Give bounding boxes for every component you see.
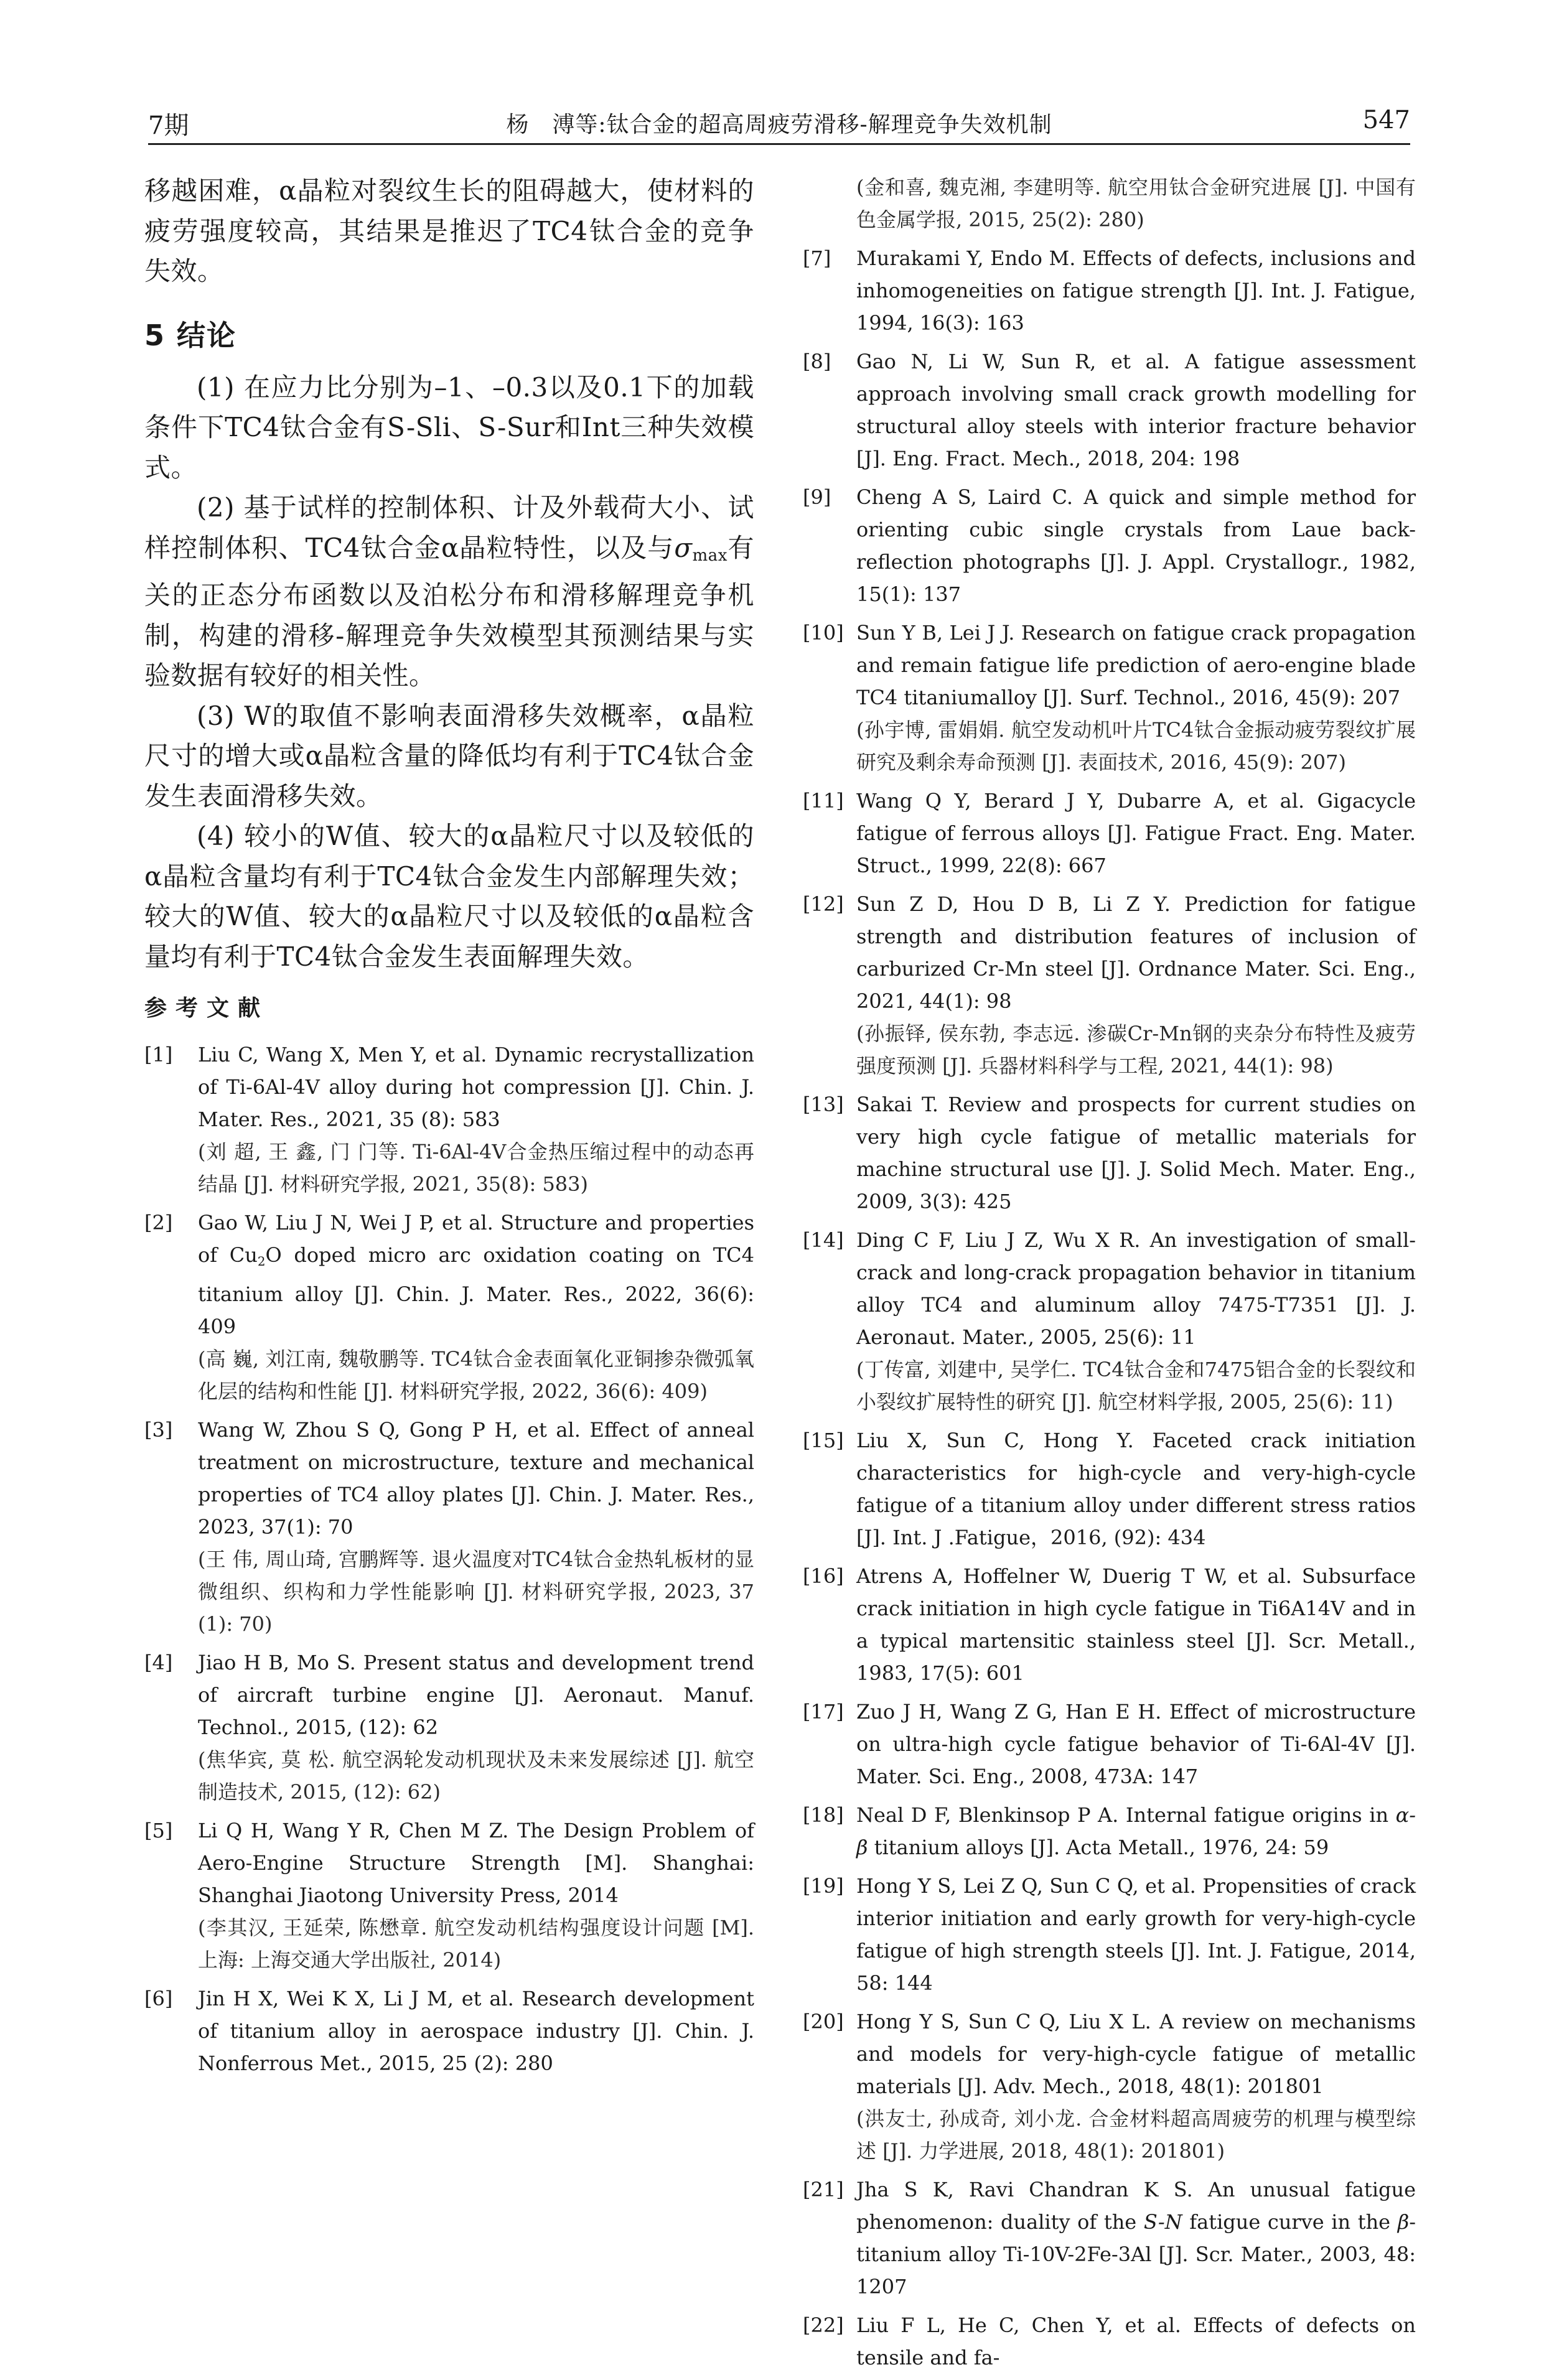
- reference-11: [11] Wang Q Y, Berard J Y, Dubarre A, et al. Gigacycle fatigue of ferrous alloys [J]. Fatigue Fract. Eng. Mater. Struct., 1999, 22(8): 667: [803, 789, 1416, 877]
- reference-list-right: [803, 242, 1416, 2374]
- reference-7: [7] Murakami Y, Endo M. Effects of defects, inclusions and inhomogeneities on fatigue strength [J]. Int. J. Fatigue, 1994, 16(3): 163: [803, 246, 1416, 335]
- conclusion-1: (1) 在应力比分别为–1、–0.3以及0.1下的加载条件下TC4钛合金有S-Sli、S-Sur和Int三种失效模式。: [144, 371, 754, 483]
- references-title: 参考文献: [144, 996, 269, 1021]
- reference-12: [12] Sun Z D, Hou D B, Li Z Y. Prediction for fatigue strength and distribution features of inclusion of carburized Cr-Mn steel [J]. Ordnance Mater. Sci. Eng., 2021, 44(1): 98 (孙振铎, 侯东勃, 李志远. 渗碳Cr-Mn钢的夹杂分布特性及疲劳强度预测 [J]. 兵器材料科学与工程, 2021, 44(1): 98): [803, 892, 1416, 1078]
- right-column: [803, 171, 1416, 2380]
- left-column: [144, 171, 754, 2086]
- reference-22: [22] Liu F L, He C, Chen Y, et al. Effects of defects on tensile and fa-: [803, 2313, 1416, 2369]
- page-number: 547: [1362, 106, 1410, 134]
- running-header: [148, 101, 1410, 144]
- section-title-conclusion: 5 结论: [144, 318, 237, 352]
- reference-19: [19] Hong Y S, Lei Z Q, Sun C Q, et al. Propensities of crack interior initiation and early growth for very-high-cycle fatigue of high strength steels [J]. Int. J. Fatigue, 2014, 58: 144: [803, 1874, 1416, 1995]
- reference-4: [4] Jiao H B, Mo S. Present status and development trend of aircraft turbine engine [J]. Aeronaut. Manuf. Technol., 2015, (12): 62 (焦华宾, 莫 松. 航空涡轮发动机现状及未来发展综述 [J]. 航空制造技术, 2015, (12): 62): [144, 1651, 754, 1804]
- conclusion-3: (3) W的取值不影响表面滑移失效概率，α晶粒尺寸的增大或α晶粒含量的降低均有利于TC4钛合金发生表面滑移失效。: [144, 700, 754, 811]
- reference-18: [18] Neal D F, Blenkinsop P A. Internal fatigue origins in α-β titanium alloys [J]. Acta Metall., 1976, 24: 59: [803, 1803, 1416, 1859]
- reference-20: [20] Hong Y S, Sun C Q, Liu X L. A review on mechanisms and models for very-high-cycle fatigue of metallic materials [J]. Adv. Mech., 2018, 48(1): 201801 (洪友士, 孙成奇, 刘小龙. 合金材料超高周疲劳的机理与模型综述 [J]. 力学进展, 2018, 48(1): 201801): [803, 2010, 1416, 2163]
- reference-15: [15] Liu X, Sun C, Hong Y. Faceted crack initiation characteristics for high-cycle and very-high-cycle fatigue of a titanium alloy under different stress ratios [J]. Int. J .Fatigue，2016, (92): 434: [803, 1429, 1416, 1549]
- intro-paragraph: 移越困难，α晶粒对裂纹生长的阻碍越大，使材料的疲劳强度较高，其结果是推迟了TC4钛合金的竞争失效。: [144, 175, 754, 286]
- reference-8: [8] Gao N, Li W, Sun R, et al. A fatigue assessment approach involving small crack growth modelling for structural alloy steels with interior fracture behavior [J]. Eng. Fract. Mech., 2018, 204: 198: [803, 350, 1416, 470]
- reference-3: [3] Wang W, Zhou S Q, Gong P H, et al. Effect of anneal treatment on microstructure, texture and mechanical properties of TC4 alloy plates [J]. Chin. J. Mater. Res., 2023, 37(1): 70 (王 伟, 周山琦, 宫鹏辉等. 退火温度对TC4钛合金热轧板材的显微组织、织构和力学性能影响 [J]. 材料研究学报, 2023, 37 (1): 70): [144, 1418, 754, 1636]
- reference-6: [6] Jin H X, Wei K X, Li J M, et al. Research development of titanium alloy in aerospace industry [J]. Chin. J. Nonferrous Met., 2015, 25 (2): 280: [144, 1987, 754, 2075]
- reference-2: [2] Gao W, Liu J N, Wei J P, et al. Structure and properties of $Cu_2O$ doped micro arc oxidation coating on TC4 titanium alloy [J]. Chin. J. Mater. Res., 2022, 36(6): 409 (高 巍, 刘江南, 魏敬鹏等. TC4钛合金表面氧化亚铜掺杂微弧氧化层的结构和性能 [J]. 材料研究学报, 2022, 36(6): 409): [144, 1211, 755, 1403]
- reference-1: [1] Liu C, Wang X, Men Y, et al. Dynamic recrystallization of Ti-6Al-4V alloy during hot compression [J]. Chin. J. Mater. Res., 2021, 35 (8): 583 (刘 超, 王 鑫, 门 门等. Ti-6Al-4V合金热压缩过程中的动态再结晶 [J]. 材料研究学报, 2021, 35(8): 583): [144, 1043, 754, 1196]
- conclusion-2: (2) 基于试样的控制体积、计及外载荷大小、试样控制体积、TC4钛合金α晶粒特性，以及与$\sigma_{max}$有关的正态分布函数以及泊松分布和滑移解理竞争机制，构建的滑移-解理竞争失效模型其预测结果与实验数据有较好的相关性。: [144, 492, 754, 691]
- reference-5: [5] Li Q H, Wang Y R, Chen M Z. The Design Problem of Aero-Engine Structure Strength [M]. Shanghai: Shanghai Jiaotong University Press, 2014 (李其汉, 王延荣, 陈懋章. 航空发动机结构强度设计问题 [M]. 上海: 上海交通大学出版社, 2014): [144, 1819, 754, 1972]
- reference-14: [14] Ding C F, Liu J Z, Wu X R. An investigation of small-crack and long-crack propagation behavior in titanium alloy TC4 and aluminum alloy 7475-T7351 [J]. J. Aeronaut. Mater., 2005, 25(6): 11 (丁传富, 刘建中, 吴学仁. TC4钛合金和7475铝合金的长裂纹和小裂纹扩展特性的研究 [J]. 航空材料学报, 2005, 25(6): 11): [803, 1228, 1416, 1414]
- header-rule: [148, 143, 1410, 145]
- reference-list-left: [144, 1038, 754, 2079]
- reference-17: [17] Zuo J H, Wang Z G, Han E H. Effect of microstructure on ultra-high cycle fatigue behavior of Ti-6Al-4V [J]. Mater. Sci. Eng., 2008, 473A: 147: [803, 1700, 1416, 1788]
- conclusion-4: (4) 较小的W值、较大的α晶粒尺寸以及较低的α晶粒含量均有利于TC4钛合金发生内部解理失效；较大的W值、较大的α晶粒尺寸以及较低的α晶粒含量均有利于TC4钛合金发生表面解理失效。: [144, 821, 754, 972]
- reference-9: [9] Cheng A S, Laird C. A quick and simple method for orienting cubic single crystals from Laue back-reflection photographs [J]. J. Appl. Crystallogr., 1982, 15(1): 137: [803, 485, 1416, 606]
- running-title: 杨 溥等:钛合金的超高周疲劳滑移-解理竞争失效机制: [506, 112, 1052, 138]
- reference-6-cn-continued: (金和喜, 魏克湘, 李建明等. 航空用钛合金研究进展 [J]. 中国有色金属学报, 2015, 25(2): 280): [856, 175, 1416, 231]
- reference-13: [13] Sakai T. Review and prospects for current studies on very high cycle fatigue of metallic materials for machine structural use [J]. J. Solid Mech. Mater. Eng., 2009, 3(3): 425: [803, 1093, 1416, 1213]
- reference-21: [21] Jha S K, Ravi Chandran K S. An unusual fatigue phenomenon: duality of the S-N fatigue curve in the β-titanium alloy Ti-10V-2Fe-3Al [J]. Scr. Mater., 2003, 48: 1207: [803, 2178, 1416, 2298]
- reference-10: [10] Sun Y B, Lei J J. Research on fatigue crack propagation and remain fatigue life prediction of aero-engine blade TC4 titaniumalloy [J]. Surf. Technol., 2016, 45(9): 207 (孙宇博, 雷娟娟. 航空发动机叶片TC4钛合金振动疲劳裂纹扩展研究及剩余寿命预测 [J]. 表面技术, 2016, 45(9): 207): [803, 621, 1416, 774]
- reference-16: [16] Atrens A, Hoffelner W, Duerig T W, et al. Subsurface crack initiation in high cycle fatigue in Ti6A14V and in a typical martensitic stainless steel [J]. Scr. Metall., 1983, 17(5): 601: [803, 1564, 1416, 1685]
- issue-number: 7期: [148, 111, 189, 140]
